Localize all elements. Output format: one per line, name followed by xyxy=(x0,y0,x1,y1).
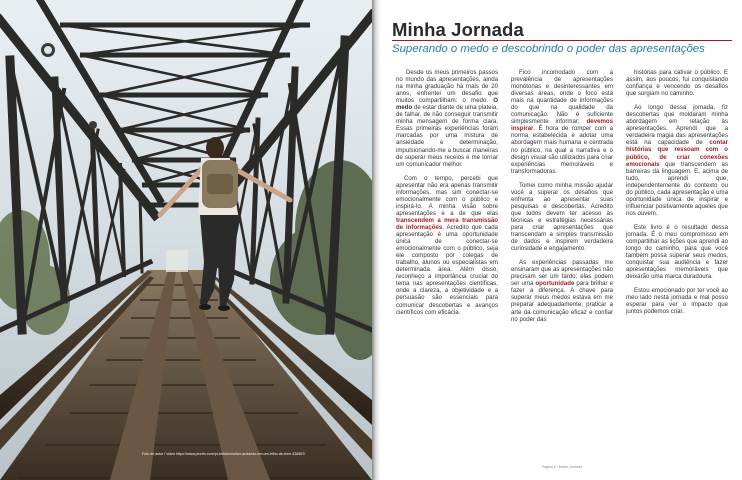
body-text: Fico incomodado com a prevalência de apresentações monótonas e desinteressantes em diversas áreas, onde o foco está mais na quantidade de informações do que na qualidade da comunicação. Não é suficiente simplesmente informar; xyxy=(511,69,613,126)
highlighted-phrase: contar histórias que ressoam com o público, de criar conexões emocionais xyxy=(626,139,728,168)
article-paragraph xyxy=(626,224,728,280)
body-text: Estou emocionado por ter você ao meu lado nesta jornada e mal posso esperar para ver o impacto que juntos podemos criar. xyxy=(626,287,728,316)
article-paragraph xyxy=(511,259,613,322)
body-text: Tomei como minha missão ajudar você a superar os desafios que enfrenta ao apresentar suas pesquisas e descobertas. Acredito que todos devem ter acesso às técnicas e estratégias necessárias para criar apresentações que transcendam a simples transmissão de dados e inspirem verdadeira curiosidade e engajamento. xyxy=(511,181,613,253)
text-column-1 xyxy=(396,69,498,323)
page-fold xyxy=(372,0,382,480)
highlighted-phrase: oportunidade xyxy=(535,280,575,288)
text-column-2 xyxy=(511,69,613,330)
text-column-3 xyxy=(626,69,728,323)
body-text: Este livro é o resultado dessa jornada. É o meu compromisso em compartilhar as lições que aprendi ao longo do caminho, para que você também possa superar seus medos, conquistar sua audiência e fazer apresentações memoráveis que deixarão uma marca duradoura. xyxy=(626,223,728,281)
body-text: Com o tempo, percebi que apresentar não era apenas transmitir informações, mas sim conectar-se emocionalmente com o público e inspirá-lo. A minha visão sobre apresentações e a de que elas xyxy=(396,174,498,217)
highlighted-phrase: transcendem a mera transmissão de informações xyxy=(396,216,498,231)
body-text: de estar diante de uma plateia, de falhar, de não conseguir transmitir minha mensagem de forma clara. Essas primeiras experiências foram marcadas por uma mistura de ansiedade e determinação, impulsionando-me a buscar maneiras de superar meus receios e me tornar um comunicador melhor. xyxy=(396,104,498,168)
article-paragraph xyxy=(626,69,728,97)
article-paragraph xyxy=(626,287,728,315)
highlighted-phrase: devemos inspirar xyxy=(511,118,613,133)
page-footer: Página 6 · Minha Jornada xyxy=(541,465,583,469)
article-paragraph xyxy=(396,69,498,168)
article-paragraph xyxy=(396,175,498,316)
body-text: Ao longo dessa jornada, fiz descobertas que moldaram minha abordagem em relação às apresentações. Aprendi que a verdadeira magia das apresentações está na capacidade de xyxy=(626,104,728,147)
body-text: . Acredito que cada apresentação é uma oportunidade única de conectar-se emocionalmente com o público, seja ele composto por colegas de trabalho, alunos ou especialistas em determinada área. Além disso, reconheço a importância crucial do tema nas apresentações científicas, onde a clareza, a objetividade e a persuasão são essenciais para comunicar descobertas e avanços científicos com eficácia. xyxy=(396,223,499,316)
body-text: As experiências passadas me ensinaram que as apresentações não precisam ser um fardo; elas podem ser uma xyxy=(511,259,613,288)
photo-credit: Foto de autor / vídeo https://www.pexels.com/pt-br/foto/mulher-andando-em-um-trilho-de-trem-436567/ xyxy=(142,452,306,456)
body-text: para brilhar e fazer a diferença. A chave para superar meus medos estava em me preparar adequadamente, praticar a arte da comunicação eficaz e confiar no poder das xyxy=(511,280,613,323)
body-text: que transcendem as barreiras da linguagem. E, acima de tudo, aprendi que, independentemente do contexto ou do público, cada apresentação é uma oportunidade única de inspirar e influenciar positivamente aqueles que nos ouvem. xyxy=(626,160,728,217)
body-text: . É hora de romper com a norma estabelecida e adotar uma abordagem mais humana e centrada no público, na qual a narrativa e o design visual são utilizados para criar experiências memoráveis e transformadoras. xyxy=(511,125,613,175)
emphasized-phrase: O medo xyxy=(396,97,498,112)
article-title: Minha Jornada xyxy=(392,19,524,40)
article-paragraph xyxy=(511,69,613,175)
article-subtitle: Superando o medo e descobrindo o poder das apresentações xyxy=(392,43,705,55)
body-text: Desde os meus primeiros passos no mundo das apresentações, ainda na minha graduação há mais de 20 anos, enfrentei um desafio que muitos compartilham: o medo. xyxy=(396,69,498,105)
article-page xyxy=(382,0,742,480)
article-paragraph xyxy=(626,104,728,217)
body-text: histórias para cativar o público. E assim, aos poucos, fui conquistando confiança e vencendo os desafios que surgiam no caminho. xyxy=(626,69,728,98)
title-divider xyxy=(392,40,732,41)
article-paragraph xyxy=(511,182,613,252)
